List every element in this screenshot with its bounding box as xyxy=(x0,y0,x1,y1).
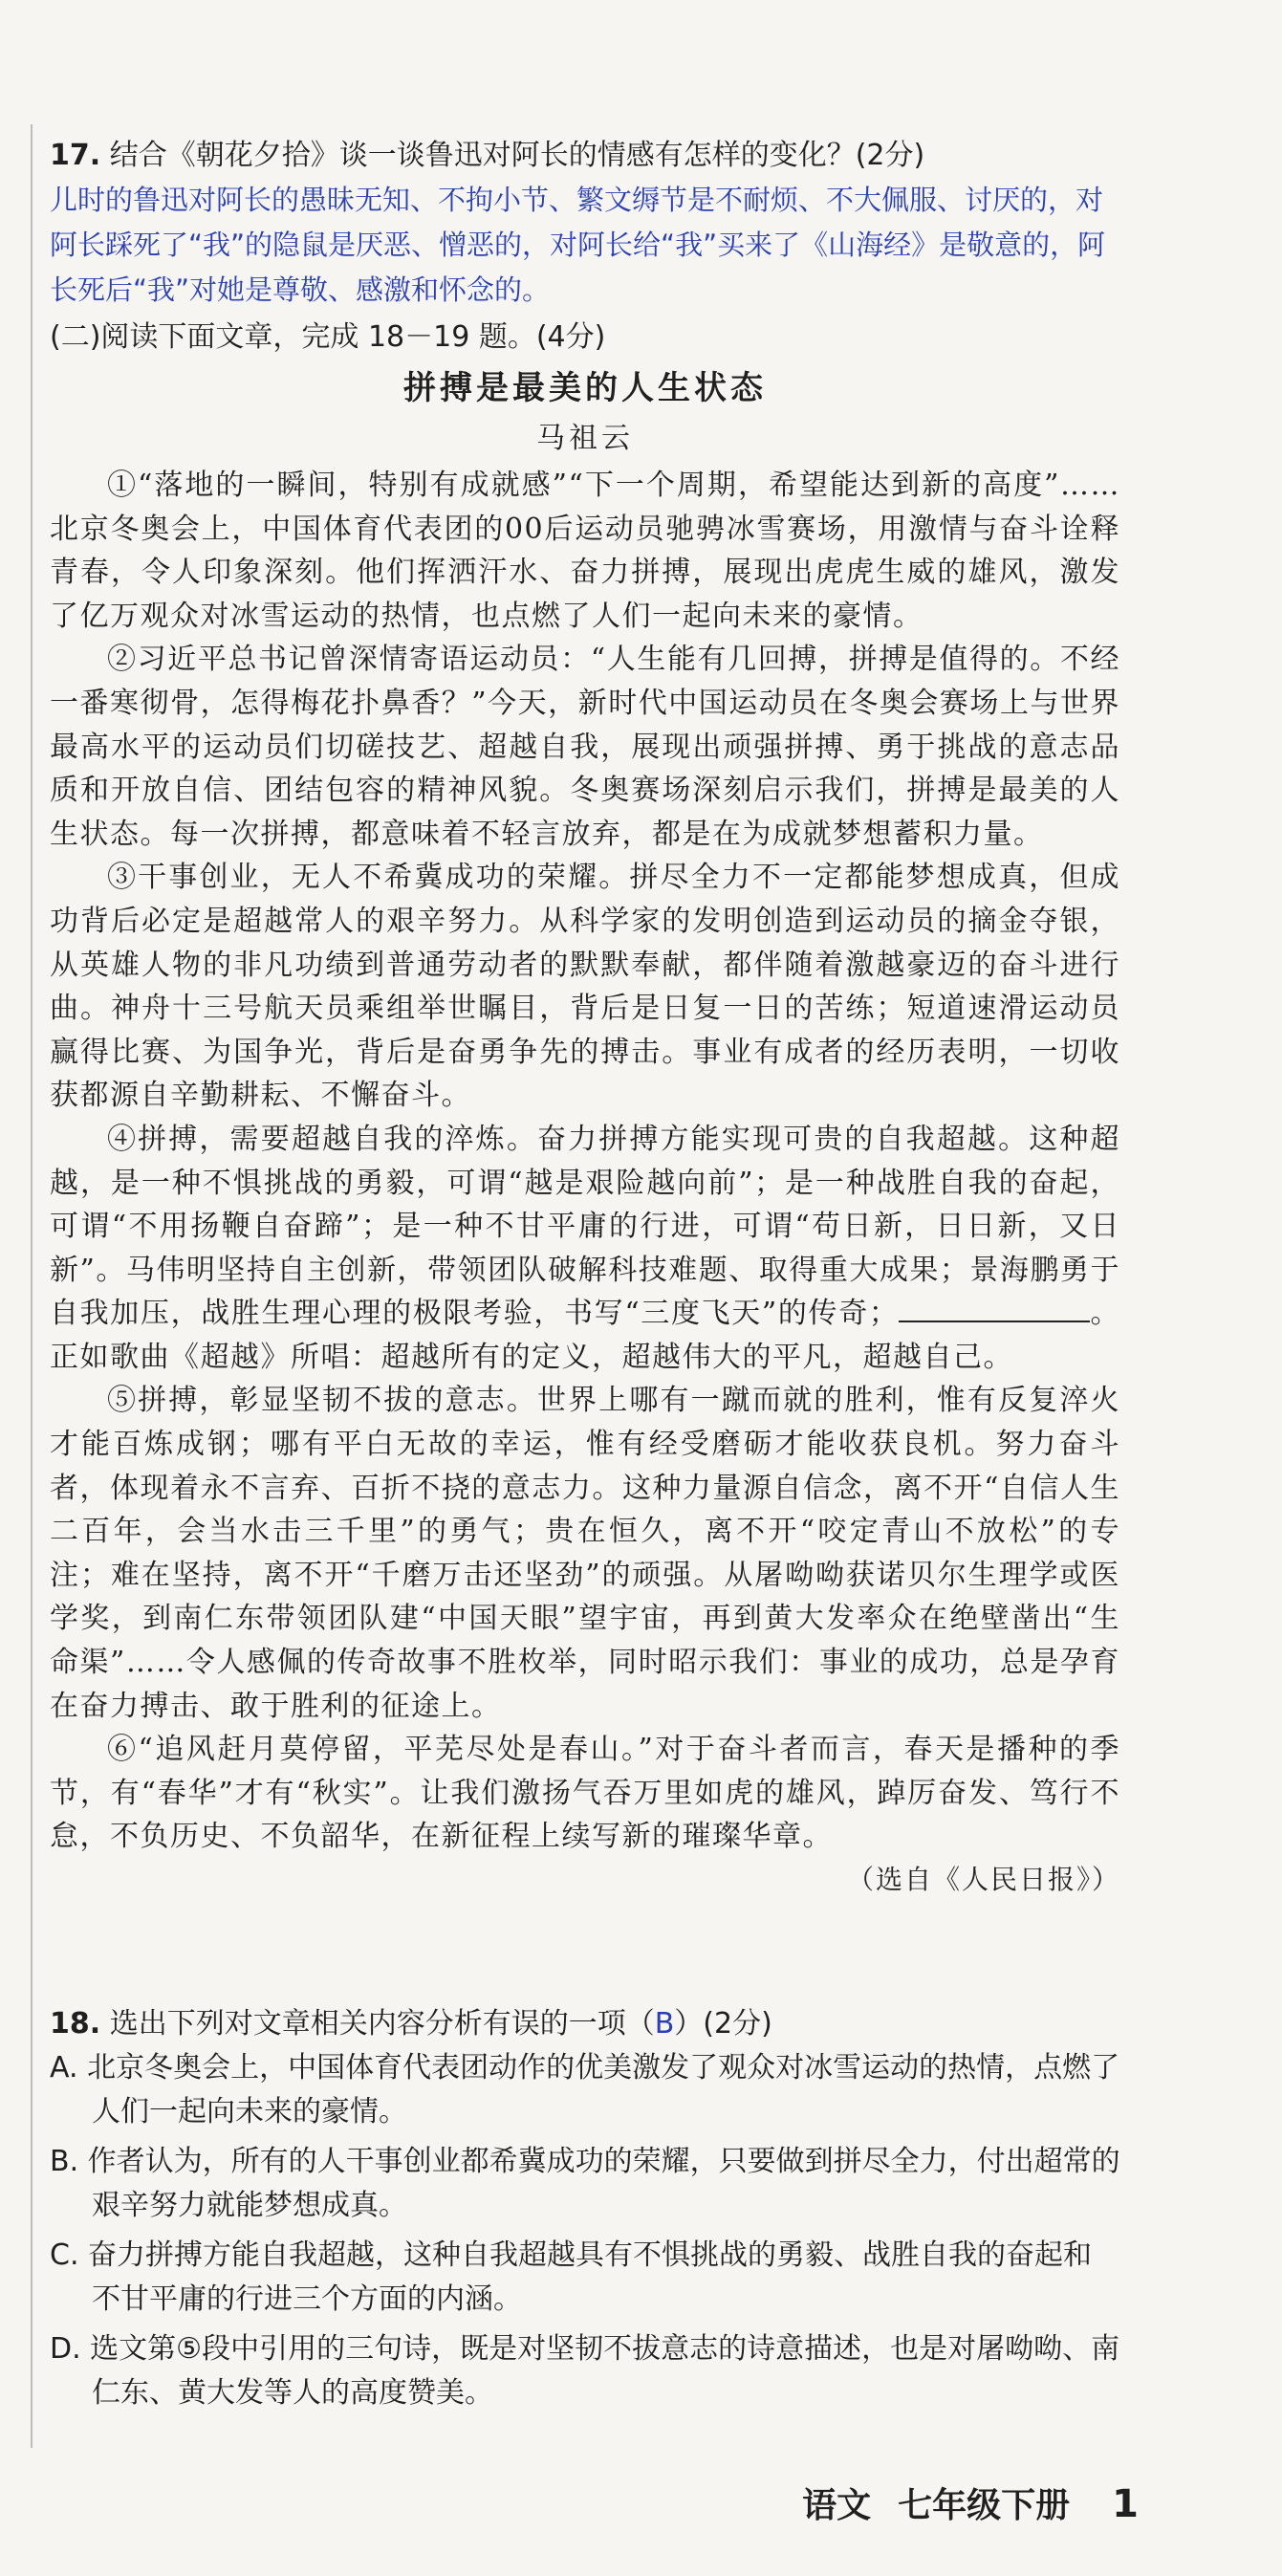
question-17-answer xyxy=(50,178,1120,313)
footer-subject: 语文 xyxy=(802,2486,872,2525)
paragraph-4-first: ④拼搏，需要超越自我的淬炼。奋力拼搏方能实现可贵的自我超越。这种超越，是一种不惧挑战的勇毅，可谓“越是艰险越向前”；是一种战胜自我的奋起，可谓“不用扬鞭自奋蹄”；是一种不甘平庸的行进，可谓“苟日新，日日新，又日新”。马伟明坚持自主创新，带领团队破解科技难题、取得重大成果；景海鹏勇于自我加压，战胜生理心理的极限考验，书写“三度飞天”的传奇； xyxy=(50,1122,1120,1331)
article-title: 拼搏是最美的人生状态 xyxy=(403,369,767,407)
article-source: （选自《人民日报》） xyxy=(846,1864,1120,1895)
paragraph-1: ①“落地的一瞬间，特别有成就感”“下一个周期，希望能达到新的高度”……北京冬奥会上，中国体育代表团的00后运动员驰骋冰雪赛场，用激情与奋斗诠释青春，令人印象深刻。他们挥洒汗水、奋力拼搏，展现出虎虎生威的雄风，激发了亿万观众对冰雪运动的热情，也点燃了人们一起向未来的豪情。 xyxy=(50,469,1120,633)
question-18-prompt xyxy=(50,2002,1120,2046)
question-17-text: 结合《朝花夕拾》谈一谈鲁迅对阿长的情感有怎样的变化？(2分) xyxy=(109,139,925,172)
footer-grade: 七年级下册 xyxy=(898,2486,1071,2525)
question-18-number: 18. xyxy=(50,2007,101,2041)
article xyxy=(50,361,1120,1897)
option-d[interactable]: D. 选文第⑤段中引用的三句诗，既是对坚韧不拔意志的诗意描述，也是对屠呦呦、南仁东、黄大发等人的高度赞美。 xyxy=(50,2332,1120,2410)
answer-text: 儿时的鲁迅对阿长的愚昧无知、不拘小节、繁文缛节是不耐烦、不大佩服、讨厌的，对阿长踩死了“我”的隐鼠是厌恶、憎恶的，对阿长给“我”买来了《山海经》是敬意的，阿长死后“我”对她是尊敬、感激和怀念的。 xyxy=(50,184,1106,306)
question-18-text-before: 选出下列对文章相关内容分析有误的一项（ xyxy=(109,2007,655,2041)
paragraph-4-second: 。正如歌曲《超越》所唱：超越所有的定义，超越伟大的平凡，超越自己。 xyxy=(50,1297,1120,1374)
option-a[interactable]: A. 北京冬奥会上，中国体育代表团动作的优美激发了观众对冰雪运动的热情，点燃了人们一起向未来的豪情。 xyxy=(50,2051,1120,2128)
paragraph-4 xyxy=(50,1118,1120,1380)
option-c[interactable]: C. 奋力拼搏方能自我超越，这种自我超越具有不惧挑战的勇毅、战胜自我的奋起和不甘平庸的行进三个方面的内涵。 xyxy=(50,2238,1093,2316)
question-17 xyxy=(50,134,1120,313)
question-18 xyxy=(50,2002,1120,2415)
option-b[interactable]: B. 作者认为，所有的人干事创业都希冀成功的荣耀，只要做到拼尽全力，付出超常的艰辛努力就能梦想成真。 xyxy=(50,2145,1120,2222)
question-17-prompt xyxy=(50,134,1120,178)
page-number: 1 xyxy=(1112,2482,1139,2526)
section-instruction: (二)阅读下面文章，完成 18－19 题。(4分) xyxy=(50,320,606,354)
paragraph-6: ⑥“追风赶月莫停留，平芜尽处是春山。”对于奋斗者而言，春天是播种的季节，有“春华”才有“秋实”。让我们激扬气吞万里如虎的雄风，踔厉奋发、笃行不怠，不负历史、不负韶华，在新征程上续写新的璀璨华章。 xyxy=(50,1733,1120,1854)
margin-rule xyxy=(31,124,33,2448)
article-author: 马祖云 xyxy=(536,422,634,455)
page-footer xyxy=(775,2478,1139,2527)
fill-in-blank[interactable] xyxy=(899,1292,1090,1322)
question-18-answer: B xyxy=(654,2007,675,2041)
section-heading xyxy=(50,316,1120,360)
question-17-number: 17. xyxy=(50,139,101,172)
paragraph-5: ⑤拼搏，彰显坚韧不拔的意志。世界上哪有一蹴而就的胜利，惟有反复淬火才能百炼成钢；哪有平白无故的幸运，惟有经受磨砺才能收获良机。努力奋斗者，体现着永不言弃、百折不挠的意志力。这种力量源自信念，离不开“自信人生二百年，会当水击三千里”的勇气；贵在恒久，离不开“咬定青山不放松”的专注；难在坚持，离不开“千磨万击还坚劲”的顽强。从屠呦呦获诺贝尔生理学或医学奖，到南仁东带领团队建“中国天眼”望宇宙，再到黄大发率众在绝壁凿出“生命渠”……令人感佩的传奇故事不胜枚举，同时昭示我们：事业的成功，总是孕育在奋力搏击、敢于胜利的征途上。 xyxy=(50,1384,1120,1723)
question-18-text-after: ）(2分) xyxy=(674,2007,772,2041)
paragraph-3: ③干事创业，无人不希冀成功的荣耀。拼尽全力不一定都能梦想成真，但成功背后必定是超越常人的艰辛努力。从科学家的发明创造到运动员的摘金夺银，从英雄人物的非凡功绩到普通劳动者的默默奉献，都伴随着激越豪迈的奋斗进行曲。神舟十三号航天员乘组举世瞩目，背后是日复一日的苦练；短道速滑运动员赢得比赛、为国争光，背后是奋勇争先的搏击。事业有成者的经历表明，一切收获都源自辛勤耕耘、不懈奋斗。 xyxy=(50,861,1120,1113)
paragraph-2: ②习近平总书记曾深情寄语运动员：“人生能有几回搏，拼搏是值得的。不经一番寒彻骨，怎得梅花扑鼻香？”今天，新时代中国运动员在冬奥会赛场上与世界最高水平的运动员们切磋技艺、超越自我，展现出顽强拼搏、勇于挑战的意志品质和开放自信、团结包容的精神风貌。冬奥赛场深刻启示我们，拼搏是最美的人生状态。每一次拼搏，都意味着不轻言放弃，都是在为成就梦想蓄积力量。 xyxy=(50,643,1120,851)
